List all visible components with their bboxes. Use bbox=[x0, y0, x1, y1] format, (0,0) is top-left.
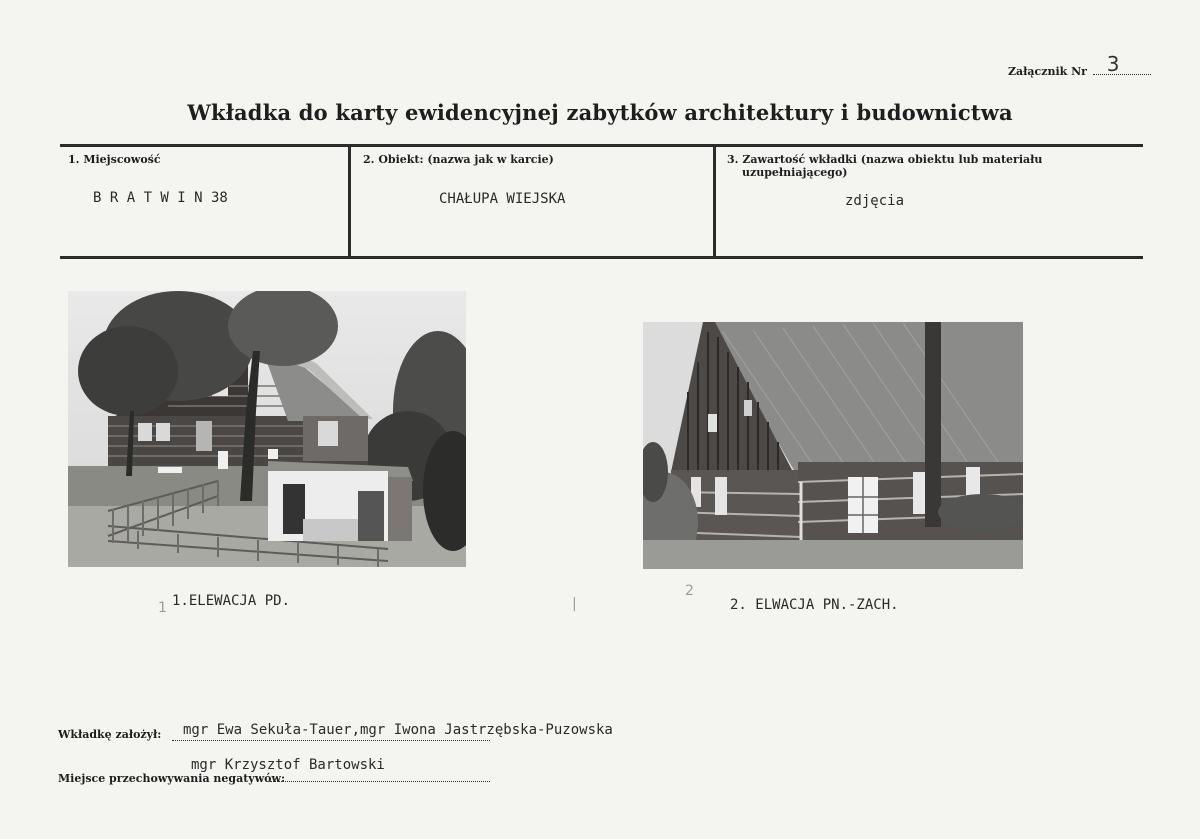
author-dotted-line bbox=[172, 740, 490, 741]
table-bottom-rule bbox=[60, 256, 1143, 259]
contents-label bbox=[727, 153, 1042, 179]
author-label: Wkładkę założył: bbox=[58, 728, 162, 741]
photo-south-elevation bbox=[68, 291, 466, 567]
negatives-dotted-line bbox=[270, 781, 490, 782]
locality-value: B R A T W I N 38 bbox=[93, 190, 228, 206]
negatives-label: Miejsce przechowywania negatywów: bbox=[58, 772, 286, 785]
pencil-mark-middle: | bbox=[572, 596, 577, 612]
pencil-mark-2: 2 bbox=[685, 583, 694, 599]
table-divider-2 bbox=[713, 146, 716, 259]
author-names: mgr Ewa Sekuła-Tauer,mgr Iwona Jastrzębska-Puzowska bbox=[183, 722, 613, 738]
photo-northwest-elevation bbox=[643, 322, 1023, 569]
table-divider-1 bbox=[348, 146, 351, 259]
photo-2-caption: 2. ELWACJA PN.-ZACH. bbox=[730, 597, 899, 613]
photo-northwest-elevation-image bbox=[643, 322, 1023, 569]
contents-label-line1: 3. Zawartość wkładki (nazwa obiektu lub materiału bbox=[727, 153, 1043, 166]
page-title: Wkładka do karty ewidencyjnej zabytków architektury i budownictwa bbox=[187, 100, 1013, 125]
contents-value: zdjęcia bbox=[845, 193, 905, 209]
annex-handwritten-number: 3 bbox=[1106, 52, 1120, 76]
photo-south-elevation-image bbox=[68, 291, 466, 567]
photo-1-caption: 1.ELEWACJA PD. bbox=[172, 593, 291, 609]
locality-label: 1. Miejscowość bbox=[68, 153, 161, 166]
annex-label: Załącznik Nr bbox=[1008, 65, 1087, 78]
table-top-rule bbox=[60, 144, 1143, 147]
annex-number bbox=[1008, 52, 1151, 78]
object-label: 2. Obiekt: (nazwa jak w karcie) bbox=[363, 153, 554, 166]
pencil-mark-1: 1 bbox=[158, 600, 167, 616]
contents-label-line2: uzupełniającego) bbox=[742, 166, 848, 179]
author-names-line2: mgr Krzysztof Bartowski bbox=[191, 757, 385, 773]
object-value: CHAŁUPA WIEJSKA bbox=[439, 191, 566, 207]
annex-dotted-line bbox=[1093, 52, 1151, 76]
